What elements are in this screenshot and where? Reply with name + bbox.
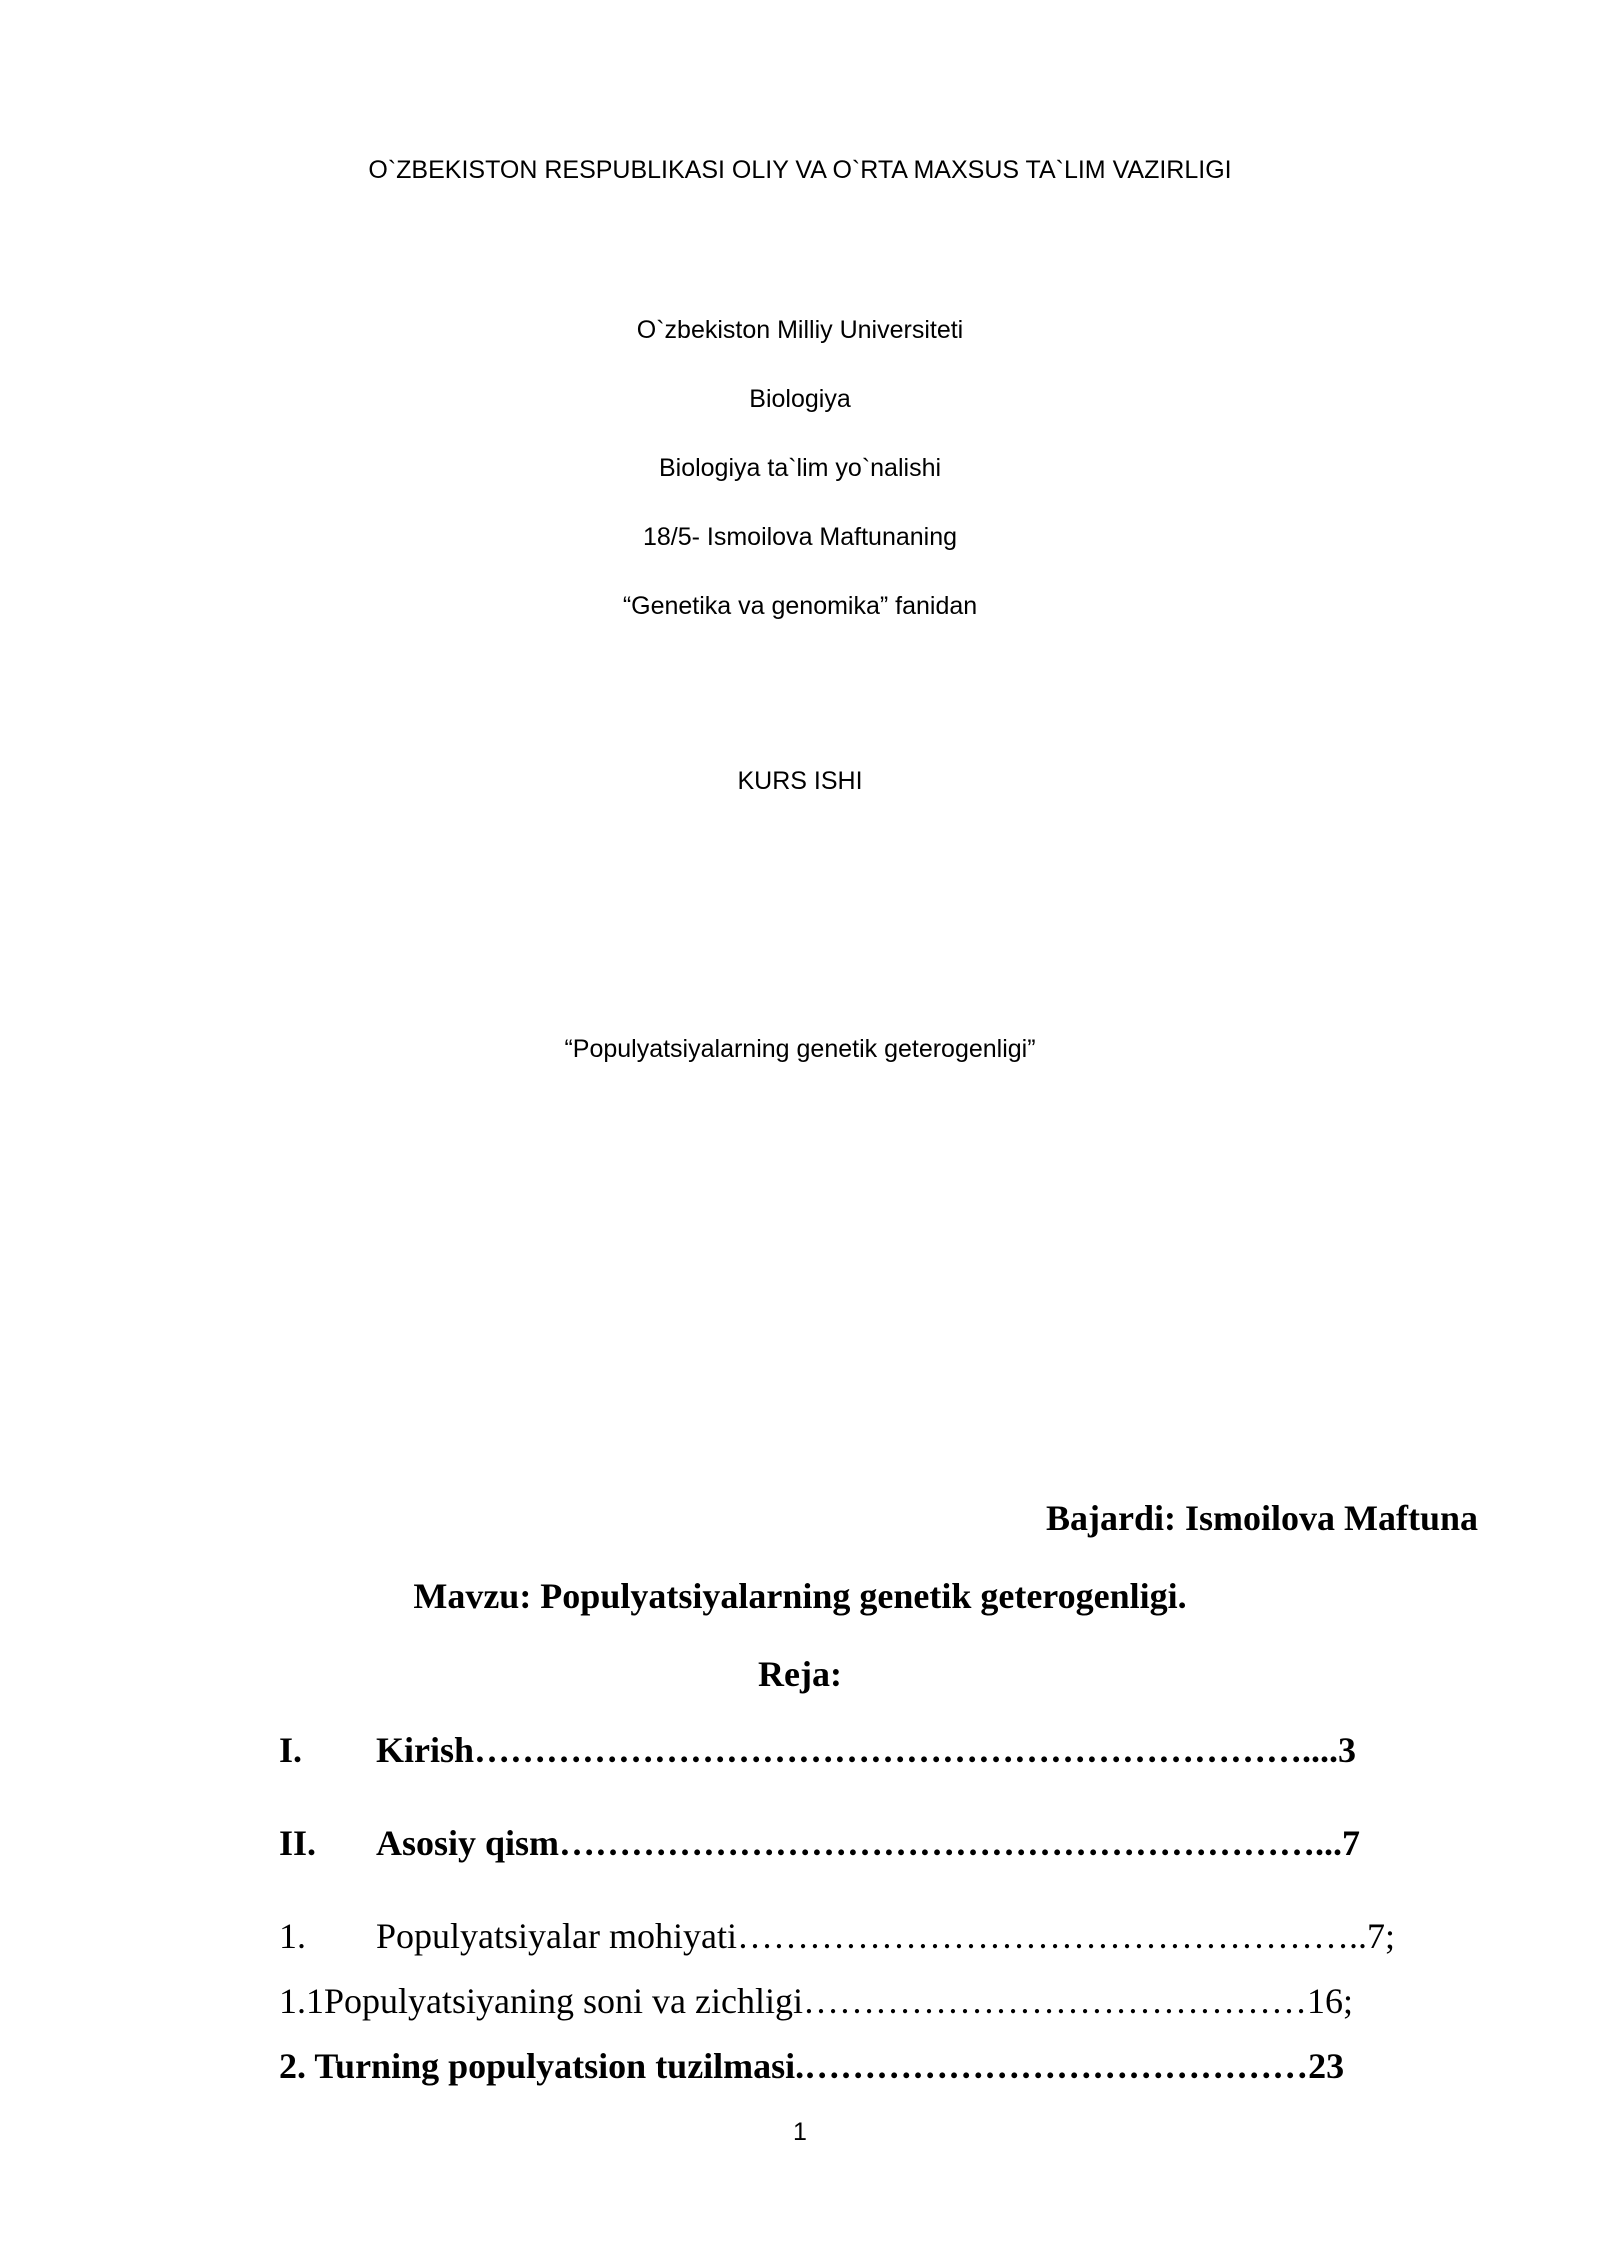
toc-number: I.: [279, 1730, 303, 1770]
toc-text: Populyatsiyalar mohiyati……………………………………………..7;: [376, 1916, 1395, 1956]
mavzu-line: Mavzu: Populyatsiyalarning genetik geterogenligi.: [413, 1576, 1187, 1616]
faculty-name: Biologiya: [749, 385, 851, 413]
page-number: 1: [793, 2118, 807, 2146]
ministry-heading: O`ZBEKISTON RESPUBLIKASI OLIY VA O`RTA MAXSUS TA`LIM VAZIRLIGI: [368, 156, 1232, 184]
toc-number: 1.: [279, 1916, 306, 1956]
university-name: O`zbekiston Milliy Universiteti: [636, 316, 964, 344]
toc-text: 2. Turning populyatsion tuzilmasi.……………………………………23: [279, 2046, 1345, 2086]
topic-title: “Populyatsiyalarning genetik geterogenligi”: [564, 1035, 1036, 1063]
direction-name: Biologiya ta`lim yo`nalishi: [658, 454, 942, 482]
toc-text: 1.1Populyatsiyaning soni va zichligi……………………………………16;: [279, 1981, 1353, 2021]
toc-number: II.: [279, 1823, 317, 1863]
toc-text: Asosiy qism………………………………………………………...7: [376, 1823, 1361, 1863]
student-group: 18/5- Ismoilova Maftunaning: [642, 523, 958, 551]
work-type: KURS ISHI: [737, 767, 863, 795]
author-line: Bajardi: Ismoilova Maftuna: [1046, 1498, 1478, 1538]
subject-line: “Genetika va genomika” fanidan: [622, 592, 978, 620]
reja-heading: Reja:: [758, 1654, 842, 1694]
toc-text: Kirish……………………………………………………………....3: [376, 1730, 1357, 1770]
